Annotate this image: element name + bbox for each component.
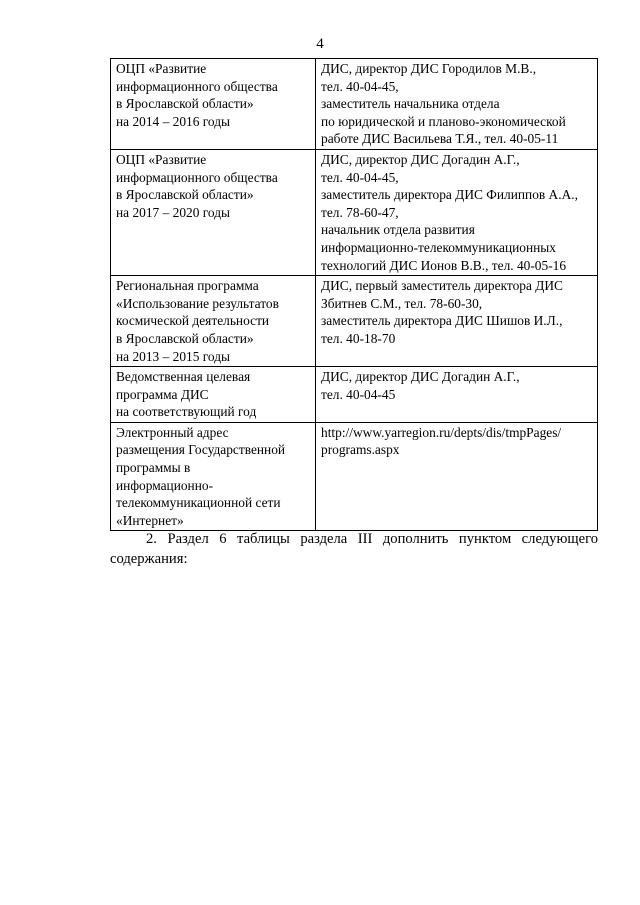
table-row bbox=[111, 367, 598, 423]
program-name-cell bbox=[111, 59, 316, 150]
cell-line: Збитнев С.М., тел. 78-60-30, bbox=[321, 295, 483, 311]
cell-line: информационно-телекоммуникационных bbox=[321, 239, 556, 255]
cell-line: тел. 40-04-45, bbox=[321, 169, 399, 185]
cell-line: на 2013 – 2015 годы bbox=[116, 348, 231, 364]
cell-line: в Ярославской области» bbox=[116, 96, 254, 112]
cell-line: на 2014 – 2016 годы bbox=[116, 113, 231, 129]
cell-line: тел. 40-18-70 bbox=[321, 330, 396, 346]
cell-line: программы в bbox=[116, 460, 191, 476]
cell-line: ДИС, директор ДИС Догадин А.Г., bbox=[321, 369, 520, 385]
cell-line: информационного общества bbox=[116, 169, 278, 185]
cell-line: тел. 40-04-45 bbox=[321, 386, 396, 402]
responsible-cell bbox=[316, 149, 598, 275]
table-row bbox=[111, 276, 598, 367]
cell-line: программа ДИС bbox=[116, 386, 209, 402]
cell-line: работе ДИС Васильева Т.Я., тел. 40-05-11 bbox=[321, 131, 559, 147]
cell-line: по юридической и планово-экономической bbox=[321, 113, 566, 129]
program-table-body bbox=[111, 59, 598, 531]
cell-line: programs.aspx bbox=[321, 442, 400, 458]
cell-line: ДИС, директор ДИС Городилов М.В., bbox=[321, 61, 537, 76]
cell-line: ОЦП «Развитие bbox=[116, 151, 207, 167]
cell-line: «Интернет» bbox=[116, 512, 184, 528]
cell-line: заместитель начальника отдела bbox=[321, 96, 500, 112]
cell-line: информационного общества bbox=[116, 78, 278, 94]
cell-line: заместитель директора ДИС Шишов И.Л., bbox=[321, 313, 563, 329]
responsible-cell bbox=[316, 422, 598, 531]
page-number: 4 bbox=[316, 36, 324, 52]
cell-line: размещения Государственной bbox=[116, 442, 286, 458]
cell-line: ДИС, директор ДИС Догадин А.Г., bbox=[321, 151, 520, 167]
cell-line: тел. 78-60-47, bbox=[321, 204, 399, 220]
responsible-cell bbox=[316, 276, 598, 367]
cell-line: телекоммуникационной сети bbox=[116, 495, 281, 511]
cell-line: на 2017 – 2020 годы bbox=[116, 204, 231, 220]
responsible-cell bbox=[316, 59, 598, 150]
table-row bbox=[111, 149, 598, 275]
cell-line: начальник отдела развития bbox=[321, 222, 475, 238]
cell-line: http://www.yarregion.ru/depts/dis/tmpPages/ bbox=[321, 424, 562, 440]
cell-line: космической деятельности bbox=[116, 313, 270, 329]
cell-line: в Ярославской области» bbox=[116, 330, 254, 346]
cell-line: на соответствующий год bbox=[116, 404, 257, 420]
cell-line: технологий ДИС Ионов В.В., тел. 40-05-16 bbox=[321, 257, 567, 273]
program-name-cell bbox=[111, 149, 316, 275]
table-row bbox=[111, 422, 598, 531]
responsible-cell bbox=[316, 367, 598, 423]
cell-line: заместитель директора ДИС Филиппов А.А., bbox=[321, 187, 578, 203]
cell-line: ОЦП «Развитие bbox=[116, 61, 207, 76]
cell-line: Региональная программа bbox=[116, 278, 259, 294]
program-name-cell bbox=[111, 422, 316, 531]
cell-line: в Ярославской области» bbox=[116, 187, 254, 203]
program-name-cell bbox=[111, 276, 316, 367]
program-table bbox=[110, 58, 598, 531]
program-name-cell bbox=[111, 367, 316, 423]
amendment-paragraph: 2. Раздел 6 таблицы раздела III дополнить пунктом следующего содержания: bbox=[110, 531, 598, 567]
cell-line: тел. 40-04-45, bbox=[321, 78, 399, 94]
cell-line: Электронный адрес bbox=[116, 424, 229, 440]
cell-line: информационно- bbox=[116, 477, 214, 493]
cell-line: «Использование результатов bbox=[116, 295, 279, 311]
cell-line: ДИС, первый заместитель директора ДИС bbox=[321, 278, 563, 294]
cell-line: Ведомственная целевая bbox=[116, 369, 251, 385]
table-row bbox=[111, 59, 598, 150]
